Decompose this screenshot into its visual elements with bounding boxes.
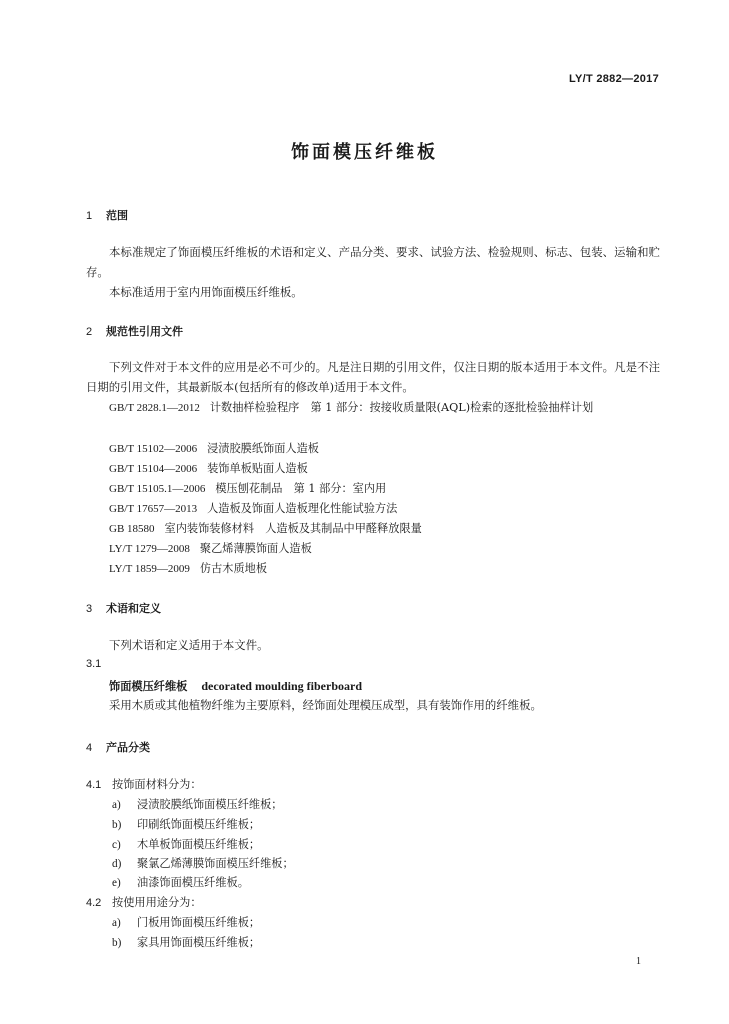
document-title: 饰面模压纤维板 — [291, 142, 438, 163]
term-number: 3.1 — [86, 658, 102, 670]
reference-code: GB/T 15104—2006 — [109, 463, 198, 475]
list-marker: d) — [112, 858, 122, 870]
list-text: 门板用饰面模压纤维板； — [137, 916, 261, 929]
section-number: 1 — [86, 210, 93, 222]
list-text: 油漆饰面模压纤维板。 — [137, 876, 249, 889]
section-title: 规范性引用文件 — [106, 325, 183, 338]
section-number: 2 — [86, 326, 93, 338]
list-text: 木单板饰面模压纤维板； — [137, 838, 261, 851]
term-english: decorated moulding fiberboard — [201, 679, 362, 693]
reference-title: 浸渍胶膜纸饰面人造板 — [207, 442, 319, 455]
list-item — [112, 836, 260, 852]
section-1-heading — [86, 207, 128, 223]
section-number: 3 — [86, 603, 93, 615]
reference-item — [109, 480, 386, 496]
reference-item — [109, 560, 267, 576]
reference-title: 聚乙烯薄膜饰面人造板 — [199, 542, 312, 555]
list-item — [112, 914, 260, 930]
standard-code: LY/T 2882—2017 — [568, 73, 659, 85]
scope-paragraph-1: 本标准规定了饰面模压纤维板的术语和定义、产品分类、要求、试验方法、检验规则、标志、包装、运输和贮存。 — [86, 245, 660, 279]
list-marker: c) — [112, 839, 121, 851]
reference-item — [109, 440, 319, 456]
reference-item — [109, 500, 397, 516]
list-marker: b) — [112, 819, 122, 831]
section-title: 产品分类 — [106, 741, 150, 754]
clause-number: 4.2 — [86, 897, 102, 909]
section-title: 术语和定义 — [106, 602, 161, 615]
reference-item — [86, 398, 660, 418]
reference-item — [109, 540, 312, 556]
list-item — [112, 816, 260, 832]
terms-intro: 下列术语和定义适用于本文件。 — [109, 638, 269, 652]
section-4-heading — [86, 739, 150, 755]
reference-code: GB/T 15102—2006 — [109, 443, 198, 455]
list-marker: a) — [112, 799, 121, 811]
list-item — [112, 934, 260, 950]
term-definition: 采用木质或其他植物纤维为主要原料，经饰面处理模压成型，具有装饰作用的纤维板。 — [109, 698, 542, 712]
list-marker: e) — [112, 877, 121, 889]
section-3-heading — [86, 600, 161, 616]
reference-item — [109, 460, 308, 476]
reference-code: GB 18580 — [109, 523, 155, 535]
reference-code: LY/T 1279—2008 — [109, 543, 190, 555]
section-title: 范围 — [106, 209, 128, 222]
list-text: 印刷纸饰面模压纤维板； — [137, 818, 261, 831]
references-intro: 下列文件对于本文件的应用是必不可少的。凡是注日期的引用文件，仅注日期的版本适用于本文件。凡是不注日期的引用文件，其最新版本(包括所有的修改单)适用于本文件。 — [86, 360, 660, 394]
list-item — [112, 796, 282, 812]
list-item — [112, 855, 294, 871]
reference-item — [109, 520, 422, 536]
list-marker: a) — [112, 917, 121, 929]
list-item — [112, 874, 249, 890]
clause-4-2 — [86, 894, 202, 910]
clause-4-1 — [86, 776, 202, 792]
reference-code: GB/T 2828.1—2012 — [109, 402, 200, 414]
reference-title: 装饰单板贴面人造板 — [207, 462, 308, 475]
list-text: 浸渍胶膜纸饰面模压纤维板； — [137, 798, 283, 811]
reference-code: LY/T 1859—2009 — [109, 563, 190, 575]
section-2-heading — [86, 323, 183, 339]
list-text: 家具用饰面模压纤维板； — [137, 936, 261, 949]
reference-code: GB/T 17657—2013 — [109, 503, 198, 515]
reference-title: 仿古木质地板 — [199, 562, 268, 575]
section-number: 4 — [86, 742, 93, 754]
reference-title: 室内装饰装修材料 人造板及其制品中甲醛释放限量 — [164, 522, 422, 535]
reference-title: 计数抽样检验程序 第 1 部分：按接收质量限(AQL)检索的逐批检验抽样计划 — [209, 401, 594, 414]
reference-title: 人造板及饰面人造板理化性能试验方法 — [207, 502, 398, 515]
page-number: 1 — [636, 956, 641, 967]
reference-code: GB/T 15105.1—2006 — [109, 483, 206, 495]
reference-title: 模压刨花制品 第 1 部分：室内用 — [215, 482, 387, 495]
term-chinese: 饰面模压纤维板 — [109, 680, 188, 693]
clause-text: 按使用用途分为： — [112, 896, 202, 909]
term-heading — [109, 678, 362, 694]
clause-number: 4.1 — [86, 779, 102, 791]
list-text: 聚氯乙烯薄膜饰面模压纤维板； — [137, 857, 294, 870]
list-marker: b) — [112, 937, 122, 949]
clause-text: 按饰面材料分为： — [112, 778, 202, 791]
scope-paragraph-2: 本标准适用于室内用饰面模压纤维板。 — [109, 285, 303, 299]
